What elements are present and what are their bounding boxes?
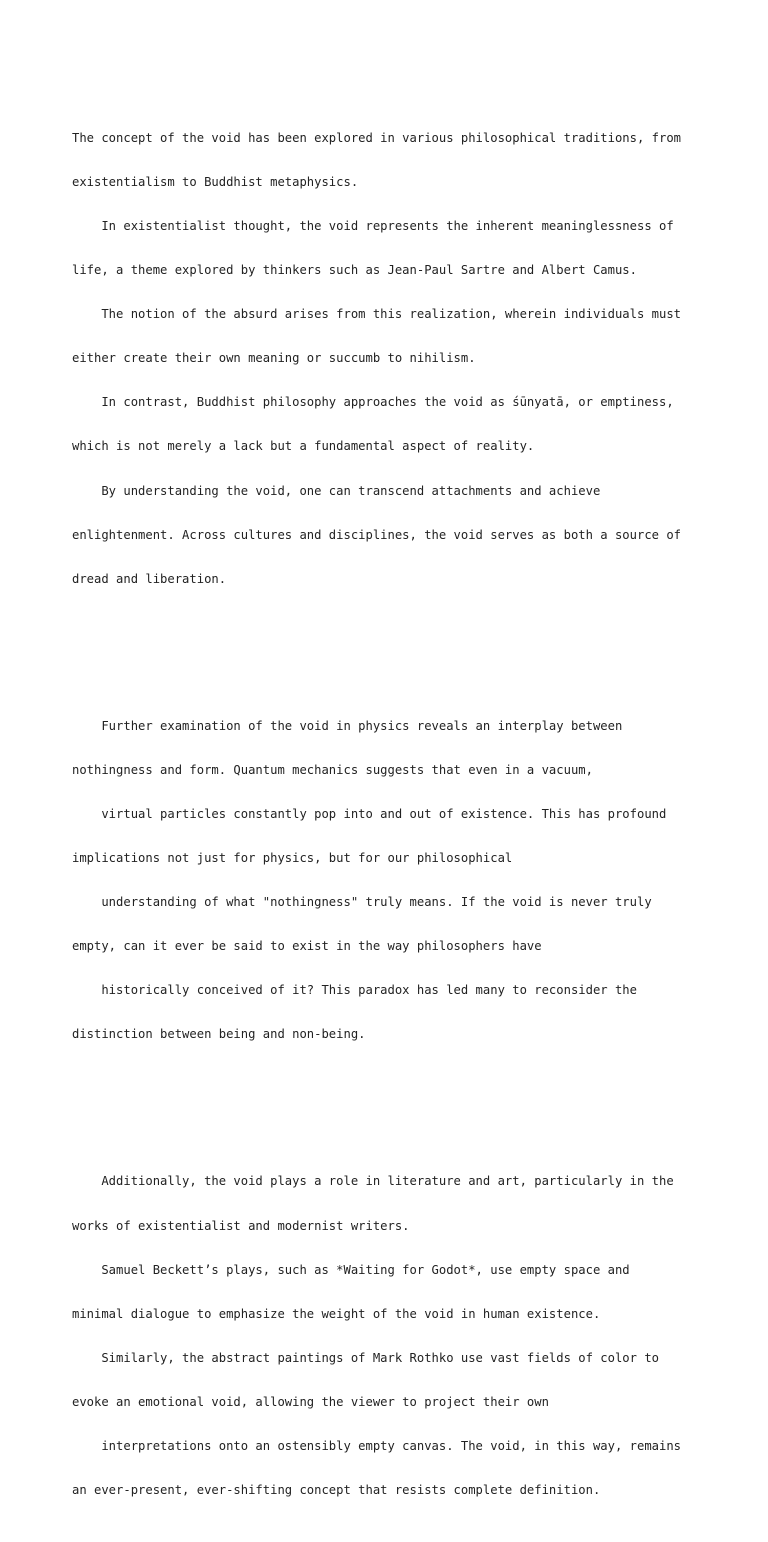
text-line: In contrast, Buddhist philosophy approaches the void as śūnyatā, or emptiness, [72,395,674,410]
text-line: life, a theme explored by thinkers such as Jean-Paul Sartre and Albert Camus. [72,263,637,278]
text-line: empty, can it ever be said to exist in the way philosophers have [72,939,542,954]
text-line: either create their own meaning or succumb to nihilism. [72,351,476,366]
text-line: historically conceived of it? This paradox has led many to reconsider the [72,983,637,998]
text-line: understanding of what "nothingness" truly means. If the void is never truly [72,895,652,910]
paragraph-2 [72,689,712,1071]
text-line: virtual particles constantly pop into and out of existence. This has profound [72,806,667,821]
text-line: By understanding the void, one can transcend attachments and achieve [72,483,601,498]
text-line: The concept of the void has been explored in various philosophical traditions, from [72,130,682,145]
paragraph-3 [72,1145,712,1527]
text-line: enlightenment. Across cultures and disciplines, the void serves as both a source of [72,527,682,542]
document-body [72,72,712,1542]
text-line: existentialism to Buddhist metaphysics. [72,174,359,189]
text-line: which is not merely a lack but a fundamental aspect of reality. [72,439,535,454]
text-line: Additionally, the void plays a role in literature and art, particularly in the [72,1174,674,1189]
text-line: distinction between being and non-being. [72,1027,366,1042]
paragraph-spacer [72,645,712,660]
text-line: implications not just for physics, but for our philosophical [72,851,513,866]
text-line: works of existentialist and modernist writers. [72,1218,410,1233]
text-line: evoke an emotional void, allowing the viewer to project their own [72,1394,549,1409]
text-line: dread and liberation. [72,571,227,586]
text-line: The notion of the absurd arises from this realization, wherein individuals must [72,307,682,322]
paragraph-spacer [72,1101,712,1116]
text-line: minimal dialogue to emphasize the weight of the void in human existence. [72,1306,601,1321]
text-line: interpretations onto an ostensibly empty canvas. The void, in this way, remains [72,1438,682,1453]
text-line: nothingness and form. Quantum mechanics suggests that even in a vacuum, [72,762,593,777]
text-line: Further examination of the void in physics reveals an interplay between [72,718,623,733]
text-line: an ever-present, ever-shifting concept that resists complete definition. [72,1483,601,1498]
text-line: Similarly, the abstract paintings of Mark Rothko use vast fields of color to [72,1350,659,1365]
text-line: Samuel Beckett’s plays, such as *Waiting for Godot*, use empty space and [72,1262,630,1277]
paragraph-1 [72,101,712,615]
text-line: In existentialist thought, the void represents the inherent meaninglessness of [72,219,674,233]
